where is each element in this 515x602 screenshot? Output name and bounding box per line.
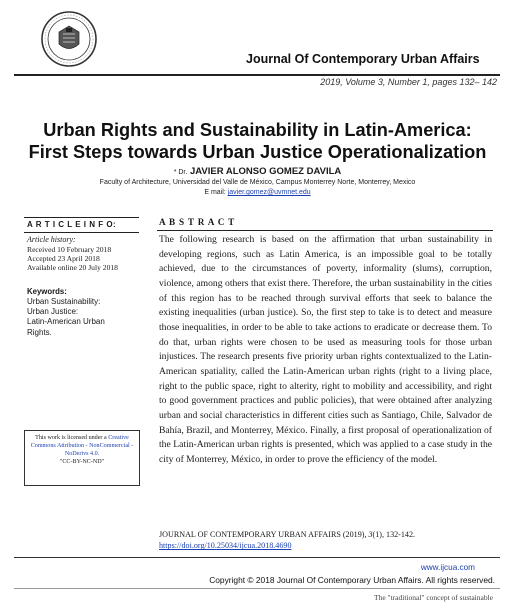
author-name: JAVIER ALONSO GOMEZ DAVILA bbox=[189, 166, 342, 177]
header-divider bbox=[14, 74, 500, 76]
history-label: Article history: bbox=[27, 235, 76, 244]
author-prefix: * Dr. bbox=[173, 169, 188, 176]
citation-volume: 3 bbox=[368, 530, 373, 539]
doi-link[interactable]: https://doi.org/10.25034/ijcua.2018.4690 bbox=[159, 541, 292, 551]
license-text bbox=[28, 434, 136, 466]
license-prefix: This work is licensed under a bbox=[35, 435, 107, 441]
citation bbox=[159, 529, 495, 552]
online-date: Available online 20 July 2018 bbox=[27, 263, 118, 273]
keyword: Rights. bbox=[27, 327, 52, 337]
author-affiliation: Faculty of Architecture, Universidad del Valle de México, Campus Monterrey Norte, Monterrey, Mexico bbox=[99, 179, 416, 186]
copyright-notice: Copyright © 2018 Journal Of Contemporary Urban Affairs. All rights reserved. bbox=[209, 575, 495, 585]
abstract-heading: A B S T R A C T bbox=[159, 217, 236, 227]
email-label: E mail: bbox=[204, 189, 226, 196]
keyword: Urban Justice: bbox=[27, 307, 79, 317]
license-link[interactable]: Creative Commons Attribution - NonCommercial - NoDerivs 4.0. bbox=[30, 435, 134, 458]
keywords-label: Keywords: bbox=[27, 287, 67, 296]
received-date: Received 10 February 2018 bbox=[27, 245, 112, 254]
email-link[interactable]: javier.gomez@uvmnet.edu bbox=[227, 189, 311, 196]
paper-title-line1: Urban Rights and Sustainability in Latin-America: bbox=[43, 120, 472, 140]
citation-reference bbox=[159, 529, 495, 540]
keyword: Urban Sustainability: bbox=[27, 297, 101, 306]
journal-name: Journal Of Contemporary Urban Affairs bbox=[246, 52, 480, 66]
article-info-rule bbox=[24, 232, 139, 233]
citation-issue-pages: (1), 132-142. bbox=[372, 530, 416, 539]
author-line bbox=[0, 166, 515, 177]
footer-bottom-rule bbox=[14, 588, 500, 589]
university-seal-icon bbox=[40, 10, 98, 68]
next-section-cutoff-text: The "traditional" concept of sustainable bbox=[373, 593, 493, 602]
license-code: "CC-BY-NC-ND" bbox=[59, 459, 105, 466]
journal-website-link[interactable]: www.ijcua.com bbox=[420, 563, 475, 572]
article-info-heading: A R T I C L E I N F O: bbox=[27, 220, 117, 229]
footer-divider bbox=[14, 557, 500, 558]
issue-info: 2019, Volume 3, Number 1, pages 132– 142 bbox=[320, 77, 497, 87]
abstract-rule bbox=[157, 230, 493, 231]
keywords-list bbox=[27, 297, 137, 338]
abstract-text: The following research is based on the affirmation that urban sustainability in developing regions, such as Latin America, is an impossible goal to be totally achieved, due to the circumstances of poverty, informality (slums), corruption, violence, among others that exist there. Therefore, the urban sustainability in the cities of this region has to be reached through survival efforts that seek to balance the existing inequalities (urban justice). So, the first step to take is to detect and measure those inequalities, in order to be able to take actions to eradicate or decrease them. To do that, urban rights were chosen to be used as measuring tools for those urban injustices. The research presents five priority urban rights contextualized to the Latin-American spatiality, called the Latin-American urban rights (right to a living place, right to the public space, right to alterity, right to mobility and accessibility, and right to good government practices and public policies), that were obtained after analyzing urban and social characteristics in different cities such as Santiago, Chile, Salvador de Bahía, Brazil, and Monterrey, México. Finally, a first proposal of operationalization of the Latin-American urban rights is presented, which was applied to a case study in the city of Monterrey, México, in order to prove the efficiency of the model. bbox=[159, 234, 492, 465]
accepted-date: Accepted 23 April 2018 bbox=[27, 254, 100, 264]
article-history bbox=[27, 245, 118, 273]
author-email-line bbox=[0, 189, 515, 196]
article-info-top-rule bbox=[24, 217, 139, 218]
paper-title-line2: First Steps towards Urban Justice Operationalization bbox=[28, 142, 487, 162]
keyword: Latin-American Urban bbox=[27, 317, 105, 327]
citation-journal: JOURNAL OF CONTEMPORARY URBAN AFFAIRS (2019), bbox=[159, 530, 367, 539]
